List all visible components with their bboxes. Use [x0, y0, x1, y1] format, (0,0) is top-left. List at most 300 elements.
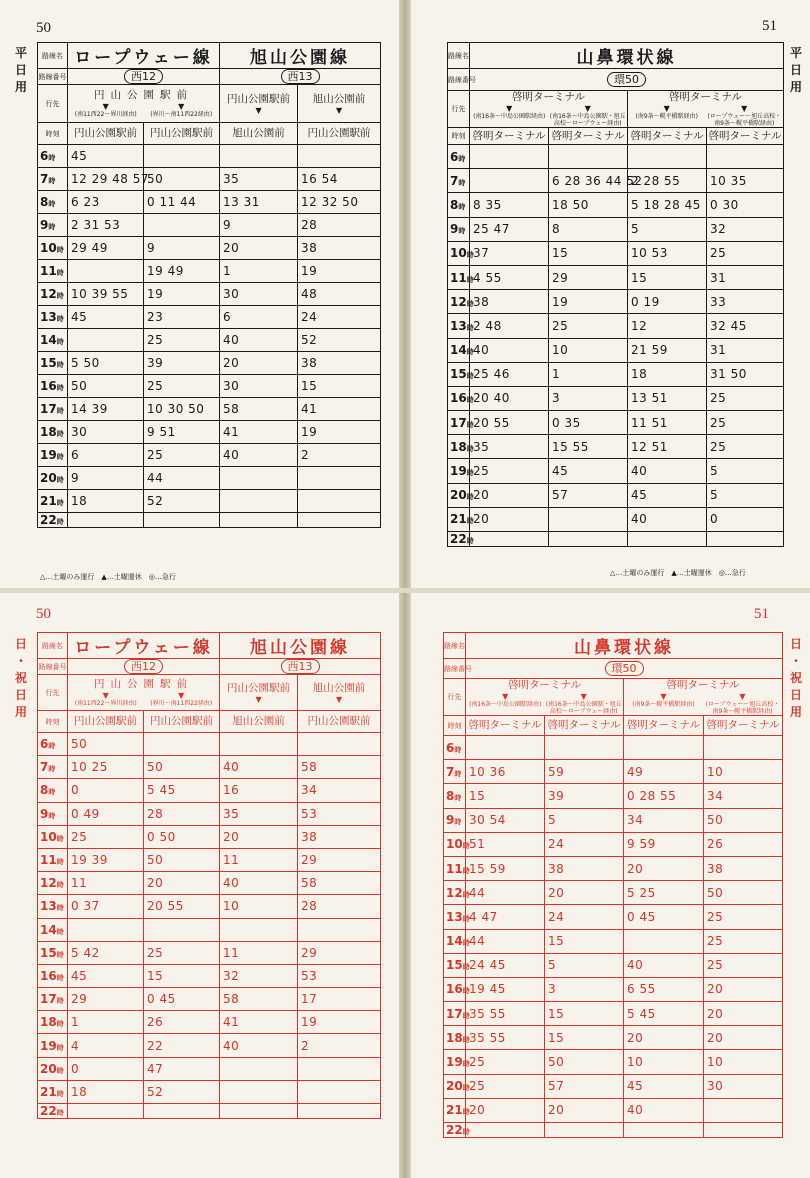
hour-cell	[444, 1074, 470, 1098]
departure-minutes: 5 42	[68, 941, 144, 964]
hour-suffix: 時	[48, 177, 56, 185]
departure-minutes: 45	[628, 483, 707, 507]
down-arrow-icon: ▼	[178, 691, 185, 700]
hour-cell	[448, 435, 474, 459]
destination-name: 旭山公園前	[312, 681, 366, 694]
departure-minutes: 30	[220, 283, 298, 306]
hour-suffix: 時	[48, 200, 56, 208]
hour-cell	[444, 977, 470, 1001]
route-badge-nishi12	[68, 69, 220, 85]
destination-name: 円山公園駅前	[227, 681, 291, 694]
hour-suffix: 時	[462, 866, 470, 875]
hour-value: 9	[40, 806, 49, 821]
hour-value: 22	[450, 532, 467, 546]
hour-value: 15	[446, 958, 463, 973]
hour-suffix: 時	[454, 769, 462, 778]
departure-minutes: 0 37	[68, 895, 144, 918]
hour-value: 11	[450, 270, 467, 285]
down-arrow-icon: ▼	[660, 692, 667, 701]
departure-minutes	[144, 513, 220, 528]
table-row	[444, 1050, 783, 1074]
hour-value: 8	[40, 783, 49, 798]
destination-label: 行先	[444, 679, 466, 716]
departure-minutes	[628, 145, 707, 169]
column-stop-header: 円山公園駅前	[298, 123, 381, 145]
down-arrow-icon: ▼	[739, 692, 746, 701]
hour-suffix: 時	[462, 914, 470, 923]
departure-minutes: 0 30	[707, 193, 784, 217]
line-name-label: 路線名	[38, 633, 68, 659]
departure-minutes: 20	[470, 483, 549, 507]
departure-minutes: 25	[144, 444, 220, 467]
hour-cell	[448, 362, 474, 386]
hour-value: 15	[40, 356, 57, 370]
departure-minutes: 6	[68, 444, 144, 467]
hour-cell	[448, 193, 470, 217]
table-row	[444, 1074, 783, 1098]
hour-cell	[38, 802, 68, 825]
hour-value: 16	[40, 968, 57, 983]
destination-name: 啓明ターミナル	[666, 679, 740, 691]
departure-minutes: 0 35	[549, 411, 628, 435]
departure-minutes: 50	[68, 733, 144, 756]
down-arrow-icon: ▼	[255, 105, 262, 115]
hour-cell	[448, 265, 474, 289]
table-row	[448, 435, 784, 459]
hour-value: 17	[40, 992, 57, 1007]
departure-minutes: 20	[704, 977, 783, 1001]
hour-suffix: 時	[466, 444, 474, 453]
hour-cell	[38, 941, 68, 964]
hour-value: 6	[450, 149, 459, 164]
departure-minutes	[68, 513, 144, 528]
hour-cell	[38, 398, 68, 421]
line-title-asahiyama: 旭山公園線	[220, 633, 381, 659]
departure-minutes: 37	[470, 241, 549, 265]
hour-value: 20	[446, 1079, 463, 1094]
departure-minutes: 52	[144, 1080, 220, 1103]
departure-minutes: 38	[704, 856, 783, 880]
down-arrow-icon: ▼	[663, 104, 670, 113]
hour-suffix: 時	[56, 453, 64, 461]
route-number: 西13	[281, 69, 320, 84]
departure-minutes	[704, 736, 783, 760]
destination-name: 啓明ターミナル	[669, 91, 742, 103]
departure-minutes: 0 50	[144, 825, 220, 848]
column-stop-header: 啓明ターミナル	[624, 716, 704, 736]
departure-minutes: 40	[220, 756, 298, 779]
down-arrow-icon: ▼	[502, 692, 509, 701]
table-row	[38, 283, 381, 306]
table-row	[448, 314, 784, 338]
hour-suffix: 時	[56, 1109, 64, 1117]
departure-minutes: 31 50	[707, 362, 784, 386]
departure-minutes: 35 55	[466, 1002, 545, 1026]
departure-minutes: 25	[466, 1074, 545, 1098]
table-row	[38, 779, 381, 802]
departure-minutes: 35	[220, 168, 298, 191]
hour-cell	[38, 1057, 68, 1080]
departure-minutes	[220, 1080, 298, 1103]
departure-minutes: 11 51	[628, 411, 707, 435]
table-row	[38, 237, 381, 260]
departure-minutes: 17	[298, 988, 381, 1011]
hour-cell	[38, 306, 68, 329]
table-row	[38, 191, 381, 214]
departure-minutes: 38	[470, 290, 549, 314]
departure-minutes: 25	[68, 825, 144, 848]
departure-minutes: 47	[144, 1057, 220, 1080]
hour-value: 20	[40, 1061, 57, 1076]
departure-minutes: 10 30 50	[144, 398, 220, 421]
hour-suffix: 時	[56, 997, 64, 1006]
hour-value: 18	[446, 1030, 463, 1045]
hour-cell	[444, 905, 470, 929]
departure-minutes: 44	[466, 929, 545, 953]
hour-value: 10	[446, 837, 463, 852]
departure-minutes	[707, 145, 784, 169]
column-stop-header: 啓明ターミナル	[704, 716, 783, 736]
hour-suffix: 時	[466, 493, 474, 502]
hour-value: 7	[446, 764, 455, 779]
via-note: (ロープウェー～旭丘高校・南9条～幌平橋駅経由)	[707, 113, 782, 127]
hour-cell	[444, 881, 470, 905]
departure-minutes	[68, 260, 144, 283]
hour-suffix: 時	[462, 1011, 470, 1020]
hour-suffix: 時	[466, 323, 474, 332]
table-row	[448, 241, 784, 265]
hour-value: 11	[40, 853, 57, 868]
hour-value: 21	[40, 1084, 57, 1099]
route-badge-kan50	[470, 69, 784, 91]
table-row	[448, 290, 784, 314]
hour-cell	[448, 459, 474, 483]
table-row	[38, 872, 381, 895]
route-number-label: 路線番号	[38, 69, 68, 85]
hour-cell	[444, 760, 466, 784]
departure-minutes: 51	[466, 832, 545, 856]
departure-minutes: 15	[545, 929, 624, 953]
hour-suffix: 時	[466, 537, 474, 545]
departure-minutes: 2 48	[470, 314, 549, 338]
destination-name: 円山公園駅前	[227, 92, 291, 105]
via-note: (南16条～中島公園駅経由)	[473, 113, 546, 120]
hour-value: 14	[40, 922, 57, 937]
departure-minutes: 38	[298, 825, 381, 848]
departure-minutes: 45	[624, 1074, 704, 1098]
hour-value: 21	[450, 512, 467, 527]
hour-cell	[448, 314, 474, 338]
hour-cell	[38, 756, 68, 779]
hour-suffix: 時	[56, 950, 64, 959]
time-label: 時刻	[448, 128, 470, 145]
departure-minutes: 29 49	[68, 237, 144, 260]
hour-value: 21	[40, 494, 57, 508]
hour-suffix: 時	[48, 811, 56, 820]
table-row	[38, 168, 381, 191]
departure-minutes: 3	[549, 386, 628, 410]
hour-value: 9	[446, 813, 455, 828]
departure-minutes: 41	[220, 1011, 298, 1034]
hour-value: 11	[40, 264, 57, 278]
page-number: 51	[754, 606, 769, 622]
schedule-type-label: 日 ・ 祝 日 用	[14, 637, 27, 719]
hour-cell	[38, 352, 68, 375]
column-stop-header: 旭山公園前	[220, 711, 298, 733]
hour-cell	[444, 1123, 470, 1138]
table-row	[38, 802, 381, 825]
hour-value: 19	[40, 1038, 57, 1053]
destination-name: 円山公園駅前	[94, 89, 193, 101]
departure-minutes: 24 45	[466, 953, 545, 977]
table-row	[444, 953, 783, 977]
hour-suffix: 時	[466, 420, 474, 429]
route-number: 西12	[124, 69, 163, 84]
departure-minutes: 1	[68, 1011, 144, 1034]
departure-minutes: 10 53	[628, 241, 707, 265]
destination-cell	[220, 85, 298, 123]
departure-minutes: 16 54	[298, 168, 381, 191]
table-row	[38, 988, 381, 1011]
hour-suffix: 時	[462, 1060, 470, 1069]
hour-suffix: 時	[56, 292, 64, 300]
departure-minutes: 44	[144, 467, 220, 490]
via-note: (界川～南11西22経由)	[150, 111, 213, 118]
departure-minutes: 20	[220, 825, 298, 848]
hour-cell	[444, 1050, 470, 1074]
hour-suffix: 時	[462, 1128, 470, 1136]
departure-minutes: 29	[68, 988, 144, 1011]
hour-suffix: 時	[466, 517, 474, 526]
table-row	[444, 808, 783, 832]
destination-cell	[220, 675, 298, 711]
table-row	[448, 459, 784, 483]
table-row	[444, 760, 783, 784]
page-number: 50	[36, 20, 51, 36]
departure-minutes: 11	[220, 941, 298, 964]
departure-minutes: 0 45	[144, 988, 220, 1011]
destination-label: 行先	[38, 85, 68, 123]
hour-suffix: 時	[458, 227, 466, 236]
departure-minutes: 5 45	[144, 779, 220, 802]
departure-minutes: 59	[545, 760, 624, 784]
departure-minutes: 15	[144, 964, 220, 987]
departure-minutes: 9 59	[624, 832, 704, 856]
departure-minutes: 58	[298, 872, 381, 895]
departure-minutes: 10	[549, 338, 628, 362]
departure-minutes: 20	[470, 507, 549, 531]
table-row	[448, 265, 784, 289]
departure-minutes: 2 31 53	[68, 214, 144, 237]
hour-suffix: 時	[48, 788, 56, 797]
departure-minutes: 45	[68, 306, 144, 329]
departure-minutes: 5 25	[624, 881, 704, 905]
departure-minutes: 38	[298, 352, 381, 375]
table-row	[448, 386, 784, 410]
departure-minutes: 25	[144, 375, 220, 398]
departure-minutes: 14 39	[68, 398, 144, 421]
departure-minutes: 10 25	[68, 756, 144, 779]
destination-name: 啓明ターミナル	[508, 679, 581, 691]
departure-minutes: 40	[220, 1034, 298, 1057]
via-note: (南11西22～界川経由)	[74, 700, 137, 707]
hour-suffix: 時	[56, 407, 64, 415]
hour-value: 11	[446, 861, 463, 876]
departure-minutes: 38	[298, 237, 381, 260]
hour-value: 19	[446, 1055, 463, 1070]
departure-minutes: 40	[628, 507, 707, 531]
departure-minutes: 20	[545, 881, 624, 905]
table-row	[38, 1104, 381, 1119]
hour-value: 15	[40, 945, 57, 960]
hour-suffix: 時	[466, 275, 474, 284]
hour-suffix: 時	[462, 1035, 470, 1044]
hour-suffix: 時	[462, 890, 470, 899]
hour-value: 9	[450, 222, 459, 237]
hour-suffix: 時	[56, 430, 64, 438]
hour-cell	[38, 918, 68, 941]
departure-minutes	[707, 532, 784, 547]
route-badge-kan50	[466, 659, 783, 679]
departure-minutes: 10 35	[707, 169, 784, 193]
table-row	[38, 825, 381, 848]
departure-minutes: 57	[545, 1074, 624, 1098]
departure-minutes: 28	[298, 214, 381, 237]
column-stop-header: 円山公園駅前	[298, 711, 381, 733]
hour-suffix: 時	[462, 842, 470, 851]
route-badge-nishi12	[68, 659, 220, 675]
departure-minutes: 28	[298, 895, 381, 918]
hour-cell	[448, 507, 474, 531]
hour-value: 18	[40, 1015, 57, 1030]
route-number: 環50	[607, 72, 646, 87]
table-row	[448, 338, 784, 362]
table-row	[38, 1057, 381, 1080]
departure-minutes: 1	[549, 362, 628, 386]
departure-minutes: 15	[545, 1002, 624, 1026]
hour-value: 9	[40, 218, 49, 232]
hour-suffix: 時	[56, 973, 64, 982]
table-row	[38, 214, 381, 237]
hour-cell	[444, 832, 470, 856]
departure-minutes: 33	[707, 290, 784, 314]
departure-minutes: 25	[144, 941, 220, 964]
via-note: (南9条～幌平橋駅経由)	[632, 701, 695, 708]
table-row	[448, 483, 784, 507]
hour-suffix: 時	[466, 348, 474, 357]
departure-minutes: 25	[144, 329, 220, 352]
legend: △…土曜のみ運行 ▲…土曜運休 ◎…急行	[40, 573, 176, 581]
departure-minutes: 18	[68, 490, 144, 513]
departure-minutes: 28	[144, 802, 220, 825]
hour-cell	[38, 988, 68, 1011]
page-number: 50	[36, 606, 51, 622]
departure-minutes: 20	[624, 856, 704, 880]
hour-cell	[444, 1002, 470, 1026]
departure-minutes: 50	[68, 375, 144, 398]
departure-minutes: 3	[545, 977, 624, 1001]
departure-minutes	[220, 1057, 298, 1080]
departure-minutes: 5	[545, 808, 624, 832]
line-name-label: 路線名	[448, 43, 470, 69]
hour-cell	[448, 169, 470, 193]
hour-cell	[448, 241, 474, 265]
departure-minutes: 0	[68, 1057, 144, 1080]
down-arrow-icon: ▼	[506, 104, 513, 113]
departure-minutes: 20	[704, 1026, 783, 1050]
departure-minutes: 25	[704, 929, 783, 953]
table-row	[38, 444, 381, 467]
departure-minutes	[144, 733, 220, 756]
hour-value: 18	[450, 439, 467, 454]
hour-value: 16	[446, 982, 463, 997]
hour-value: 17	[446, 1006, 463, 1021]
line-title-yamahana: 山鼻環状線	[466, 633, 783, 659]
departure-minutes: 16	[220, 779, 298, 802]
departure-minutes: 24	[545, 905, 624, 929]
hour-suffix: 時	[56, 476, 64, 484]
timetable	[443, 632, 783, 1138]
route-number: 環50	[605, 661, 644, 676]
departure-minutes	[549, 507, 628, 531]
departure-minutes	[144, 918, 220, 941]
departure-minutes: 50	[144, 756, 220, 779]
departure-minutes: 4 47	[466, 905, 545, 929]
departure-minutes: 18	[628, 362, 707, 386]
departure-minutes: 25	[704, 905, 783, 929]
via-note: (南16条～中島公園駅経由)	[469, 701, 542, 708]
hour-suffix: 時	[56, 246, 64, 254]
departure-minutes: 40	[628, 459, 707, 483]
hour-value: 14	[446, 934, 463, 949]
line-title-yamahana: 山鼻環状線	[470, 43, 784, 69]
hour-value: 8	[450, 197, 459, 212]
departure-minutes: 19	[298, 260, 381, 283]
departure-minutes: 38	[545, 856, 624, 880]
hour-suffix: 時	[56, 1089, 64, 1098]
hour-cell	[448, 411, 474, 435]
departure-minutes: 44	[466, 881, 545, 905]
departure-minutes: 20 55	[144, 895, 220, 918]
table-row	[448, 193, 784, 217]
hour-suffix: 時	[48, 765, 56, 774]
via-note: (南16条～中島公園駅・旭丘高校～ロープウェー経由)	[545, 701, 622, 715]
departure-minutes	[298, 733, 381, 756]
hour-cell	[444, 929, 470, 953]
departure-minutes: 10	[704, 760, 783, 784]
hour-suffix: 時	[458, 154, 466, 163]
legend: △…土曜のみ運行 ▲…土曜運休 ◎…急行	[610, 569, 746, 577]
table-row	[38, 918, 381, 941]
hour-cell	[38, 1104, 68, 1119]
table-row	[38, 964, 381, 987]
departure-minutes: 9 51	[144, 421, 220, 444]
departure-minutes: 6 28 36 44 52	[549, 169, 628, 193]
departure-minutes: 0	[68, 779, 144, 802]
departure-minutes: 0 11 44	[144, 191, 220, 214]
departure-minutes: 18	[68, 1080, 144, 1103]
hour-cell	[38, 964, 68, 987]
hour-cell	[448, 532, 474, 547]
hour-suffix: 時	[462, 1108, 470, 1117]
hour-value: 15	[450, 367, 467, 382]
departure-minutes: 4	[68, 1034, 144, 1057]
table-row	[38, 352, 381, 375]
departure-minutes: 10 39 55	[68, 283, 144, 306]
departure-minutes: 13 31	[220, 191, 298, 214]
departure-minutes: 15	[628, 265, 707, 289]
line-name-label: 路線名	[38, 43, 68, 69]
